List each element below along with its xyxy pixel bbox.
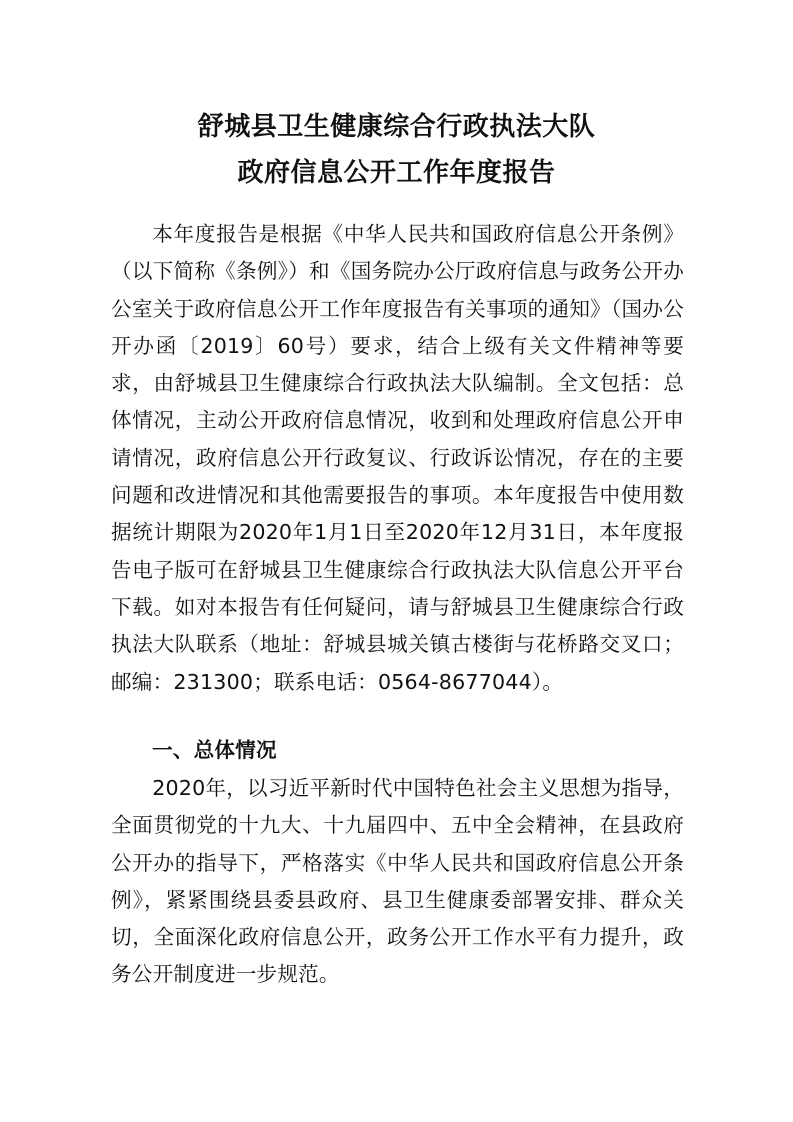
report-title-line-2: 政府信息公开工作年度报告 <box>237 158 556 188</box>
report-title-line-1: 舒城县卫生健康综合行政执法大队 <box>197 112 596 142</box>
overview-paragraph: 2020年，以习近平新时代中国特色社会主义思想为指导，全面贯彻党的十九大、十九届四中、五中全会精神，在县政府公开办的指导下，严格落实《中华人民共和国政府信息公开条例》，紧紧围绕县委县政府、县卫生健康委部署安排、群众关切，全面深化政府信息公开，政务公开工作水平有力提升，政务公开制度进一步规范。 <box>111 776 684 987</box>
section-heading-overview: 一、总体情况 <box>152 738 277 762</box>
intro-paragraph: 本年度报告是根据《中华人民共和国政府信息公开条例》（以下简称《条例》）和《国务院办公厅政府信息与政务公开办公室关于政府信息公开工作年度报告有关事项的通知》（国办公开办函〔2019〕60号）要求，结合上级有关文件精神等要求，由舒城县卫生健康综合行政执法大队编制。全文包括：总体情况，主动公开政府信息情况，收到和处理政府信息公开申请情况，政府信息公开行政复议、行政诉讼情况，存在的主要问题和改进情况和其他需要报告的事项。本年度报告中使用数据统计期限为2020年1月1日至2020年12月31日，本年度报告电子版可在舒城县卫生健康综合行政执法大队信息公开平台下载。如对本报告有任何疑问，请与舒城县卫生健康综合行政执法大队联系（地址：舒城县城关镇古楼街与花桥路交叉口；邮编：231300；联系电话：0564-8677044）。 <box>111 222 684 694</box>
